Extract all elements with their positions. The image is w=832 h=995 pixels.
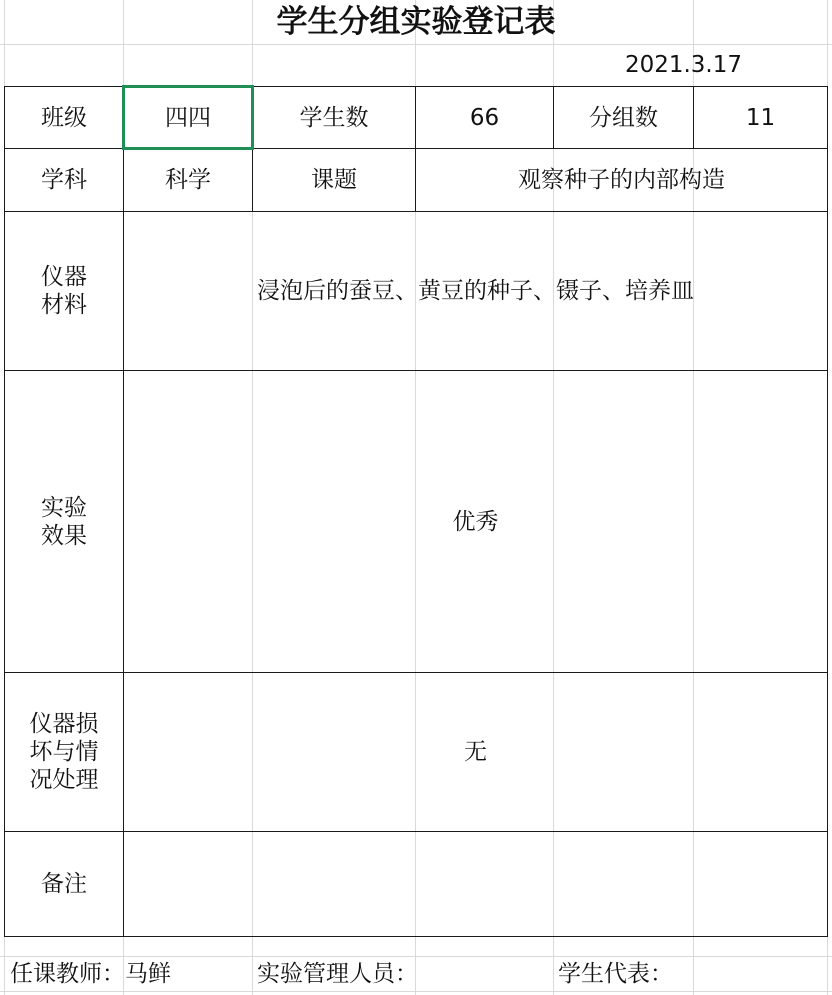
subject-label[interactable]: 学科: [41, 167, 87, 193]
topic-label[interactable]: 课题: [311, 167, 357, 193]
effect-value[interactable]: 优秀: [452, 508, 499, 535]
effect-label: 实验效果: [41, 494, 87, 549]
sheet-title[interactable]: 学生分组实验登记表: [276, 4, 556, 40]
subject-value[interactable]: 科学: [165, 167, 211, 193]
manager-cell[interactable]: 实验管理人员：: [257, 961, 418, 987]
materials-value[interactable]: 浸泡后的蚕豆、黄豆的种子、镊子、培养皿: [257, 278, 694, 304]
class-label[interactable]: 班级: [41, 104, 87, 131]
table-border: [827, 86, 828, 937]
remarks-value[interactable]: [124, 832, 827, 936]
class-value[interactable]: 四四: [165, 104, 211, 131]
topic-value[interactable]: 观察种子的内部构造: [518, 167, 725, 193]
materials-label: 仪器材料: [41, 264, 87, 318]
remarks-label[interactable]: 备注: [41, 871, 87, 897]
students-label[interactable]: 学生数: [299, 104, 369, 131]
damage-label: 仪器损坏与情况处理: [29, 711, 99, 793]
damage-label-cell[interactable]: [5, 673, 123, 831]
gridline: [0, 991, 832, 992]
date-cell[interactable]: 2021.3.17: [624, 52, 742, 78]
materials-label-cell[interactable]: [5, 212, 123, 370]
groups-label[interactable]: 分组数: [589, 104, 658, 131]
student-rep-cell[interactable]: 学生代表：: [558, 961, 673, 987]
damage-value[interactable]: 无: [464, 739, 487, 765]
effect-label-cell[interactable]: [5, 371, 123, 672]
groups-value[interactable]: 11: [745, 104, 776, 131]
students-value[interactable]: 66: [469, 104, 500, 131]
teacher-cell[interactable]: 任课教师：马鲜: [10, 961, 171, 987]
active-cell-selection: [122, 85, 254, 150]
table-border: [4, 936, 828, 937]
